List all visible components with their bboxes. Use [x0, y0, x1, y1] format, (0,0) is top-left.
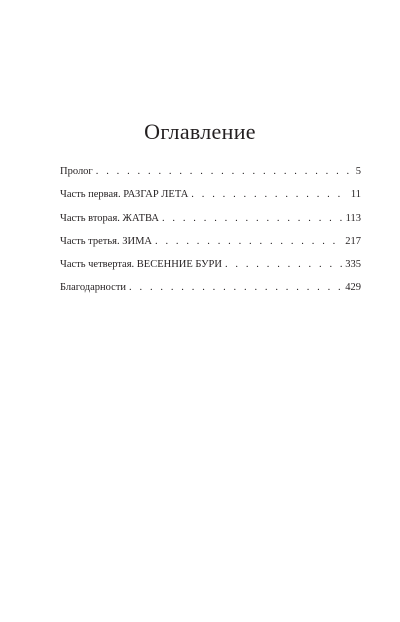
toc-entry-page: 429	[345, 282, 361, 294]
toc-entry-page: 335	[345, 259, 361, 271]
table-of-contents	[60, 165, 361, 305]
toc-entry-title: Часть вторая. ЖАТВА	[60, 212, 159, 224]
toc-entry-title: Пролог	[60, 166, 93, 177]
toc-entry-part-2	[60, 212, 361, 235]
toc-entry-page: 11	[350, 189, 361, 201]
dot-leader	[162, 212, 343, 226]
dot-leader	[96, 165, 353, 179]
toc-entry-page: 113	[345, 212, 361, 224]
dot-leader	[191, 188, 348, 202]
toc-entry-title: Часть четвертая. ВЕСЕННИЕ БУРИ	[60, 259, 222, 271]
dot-leader	[129, 281, 342, 295]
toc-entry-title: Часть первая. РАЗГАР ЛЕТА	[60, 189, 189, 201]
toc-entry-part-3	[60, 235, 361, 258]
page-title: Оглавление	[144, 119, 256, 144]
toc-entry-page: 5	[355, 166, 361, 177]
toc-entry-acknowledgements	[60, 281, 361, 304]
toc-entry-part-1	[60, 188, 361, 211]
toc-entry-page: 217	[345, 235, 361, 247]
toc-entry-part-4	[60, 258, 361, 281]
dot-leader	[155, 235, 342, 249]
toc-entry-prologue	[60, 165, 361, 188]
toc-entry-title: Благодарности	[60, 282, 127, 294]
toc-entry-title: Часть третья. ЗИМА	[60, 235, 152, 247]
dot-leader	[225, 258, 342, 272]
